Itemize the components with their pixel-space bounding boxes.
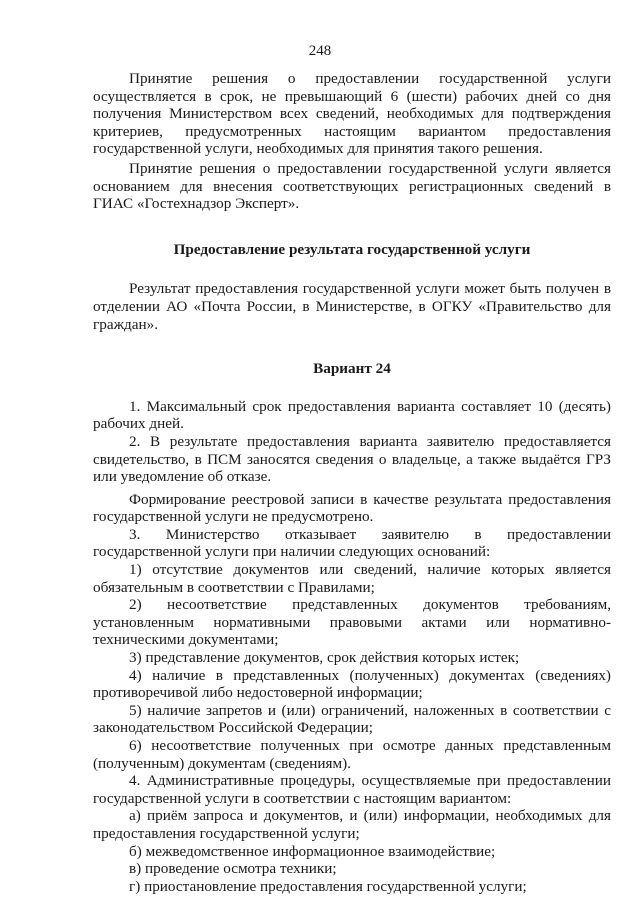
paragraph: 4. Административные процедуры, осуществляемые при предоставлении государственной услуги в соответствии с настоящим вариантом: [93,772,611,807]
list-item: 3) представление документов, срок действия которых истек; [129,649,520,667]
paragraph: Принятие решения о предоставлении государственной услуги осуществляется в срок, не превышающий 6 (шести) рабочих дней со дня получения Министерством всех сведений, необходимых для подтверждения критериев, предусмотренных настоящим вариантом предоставления государственной услуги, необходимых для принятия такого решения. [93,70,611,158]
paragraph: 1. Максимальный срок предоставления варианта составляет 10 (десять) рабочих дней. [93,397,611,433]
paragraph: 3. Министерство отказывает заявителю в предоставлении государственной услуги при наличии следующих оснований: [93,525,611,561]
paragraph: Результат предоставления государственной услуги может быть получен в отделении АО «Почта России, в Министерстве, в ОГКУ «Правительство для граждан». [93,280,611,333]
list-item: 2) несоответствие представленных документов требованиям, установленным нормативными правовыми актами или нормативно-техническими документами; [93,596,611,649]
paragraph: 2. В результате предоставления варианта заявителю предоставляется свидетельство, в ПСМ заносятся сведения о владельце, а также выдаётся ГРЗ или уведомление об отказе. [93,432,611,486]
paragraph: Формирование реестровой записи в качестве результата предоставления государственной услуги не предусмотрено. [93,490,611,526]
page-number: 248 [308,43,332,59]
list-item: б) межведомственное информационное взаимодействие; [129,842,496,860]
list-item: в) проведение осмотра техники; [129,860,337,878]
paragraph: Принятие решения о предоставлении государственной услуги является основанием для внесения соответствующих регистрационных сведений в ГИАС «Гостехнадзор Эксперт». [93,159,611,213]
section-heading: Предоставление результата государственной услуги [173,240,531,258]
section-heading: Вариант 24 [313,360,391,378]
list-item: г) приостановление предоставления государственной услуги; [129,877,527,895]
list-item: 5) наличие запретов и (или) ограничений, наложенных в соответствии с законодательством Российской Федерации; [93,701,611,737]
list-item: 1) отсутствие документов или сведений, наличие которых является обязательным в соответствии с Правилами; [93,561,611,596]
document-body [93,70,611,895]
list-item: 4) наличие в представленных (полученных) документах (сведениях) противоречивой либо недостоверной информации; [93,666,611,702]
list-item: а) приём запроса и документов, и (или) информации, необходимых для предоставления государственной услуги; [93,807,611,842]
list-item: 6) несоответствие полученных при осмотре данных представленным (полученным) документам (сведениям). [93,737,611,772]
